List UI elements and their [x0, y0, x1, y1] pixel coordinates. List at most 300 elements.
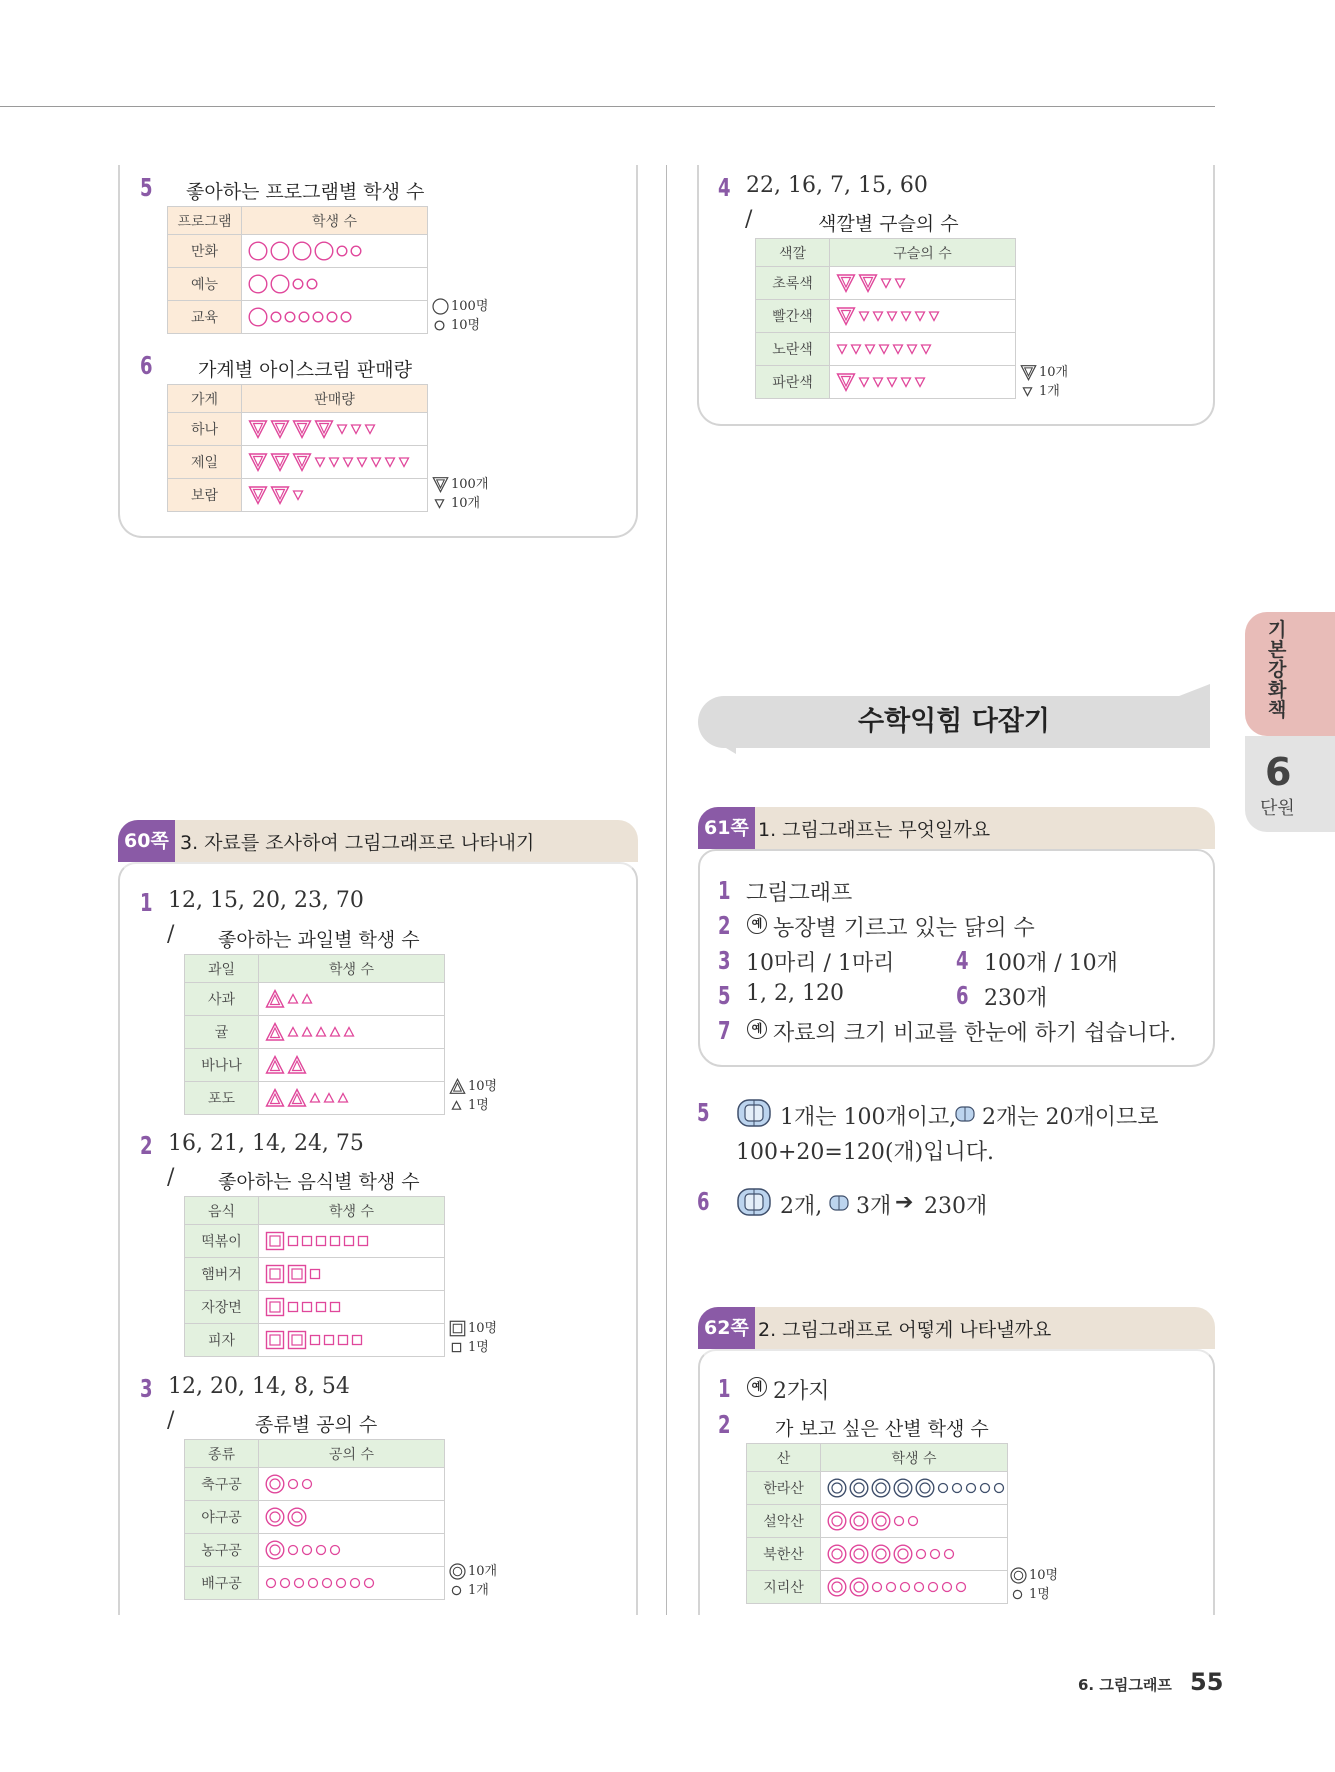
example-mark: 예 [747, 1019, 767, 1039]
table-header-cell: 종류 [185, 1440, 259, 1468]
small-dcircle-icon [871, 1581, 883, 1593]
legend-large-label: 10명 [468, 1321, 498, 1336]
picture-cell [259, 1016, 445, 1049]
table-header-row [168, 385, 428, 413]
large-itri-icon [858, 273, 878, 293]
small-tri-icon [287, 993, 299, 1005]
row-label: 하나 [168, 413, 242, 446]
large-dcircle-icon [827, 1511, 847, 1531]
small-square-icon [301, 1235, 313, 1247]
small-dcircle-icon [955, 1581, 967, 1593]
small-itri-icon [384, 456, 396, 468]
table-row [756, 300, 1016, 333]
small-itri-icon [858, 310, 870, 322]
slash: / [167, 922, 175, 947]
legend-large-label: 10개 [1039, 365, 1069, 380]
picture-cell [259, 1291, 445, 1324]
small-tri-icon [309, 1092, 321, 1104]
picture-graph-62-2 [746, 1443, 1008, 1604]
small-dcircle-icon [265, 1577, 277, 1589]
question-number: 3 [140, 1374, 153, 1403]
small-square-icon [329, 1301, 341, 1313]
large-tri-icon [287, 1088, 307, 1108]
row-label: 만화 [168, 235, 242, 268]
arrow-icon: ➔ [895, 1190, 914, 1215]
large-itri-icon [270, 485, 290, 505]
picture-cell [830, 267, 1016, 300]
section-title-62: 2. 그림그래프로 어떻게 나타낼까요 [758, 1319, 1052, 1341]
row-label: 북한산 [747, 1538, 821, 1571]
small-circle-icon [340, 311, 352, 323]
graph-legend-60-1 [449, 1077, 497, 1115]
section-title-61: 1. 그림그래프는 무엇일까요 [758, 819, 991, 841]
table-header-cell: 산 [747, 1444, 821, 1472]
small-dcircle-icon [279, 1577, 291, 1589]
large-circle-icon [248, 241, 268, 261]
table-header-row [168, 207, 428, 235]
small-itri-icon [350, 423, 362, 435]
small-itri-icon [364, 423, 376, 435]
answer-number: 4 [956, 946, 969, 975]
row-label: 바나나 [185, 1049, 259, 1082]
large-dcircle-icon [893, 1544, 913, 1564]
table-header-row [185, 1197, 445, 1225]
large-itri-icon [248, 452, 268, 472]
row-label: 설악산 [747, 1505, 821, 1538]
answer-text: 100개 / 10개 [984, 951, 1118, 976]
graph-legend-60-3 [449, 1562, 497, 1600]
large-itri-icon [432, 476, 449, 493]
small-itri-icon [886, 310, 898, 322]
small-dcircle-icon [293, 1577, 305, 1589]
graph-legend-q6 [432, 475, 488, 513]
large-square-icon [265, 1264, 285, 1284]
answer-text: 16, 21, 14, 24, 75 [168, 1131, 364, 1156]
small-square-icon [329, 1235, 341, 1247]
table-row [168, 235, 428, 268]
side-tab-unit-number: 6 [1265, 750, 1292, 794]
table-row [185, 1049, 445, 1082]
answer-text: 12, 15, 20, 23, 70 [168, 888, 364, 913]
slash: / [167, 1165, 175, 1190]
picture-cell [242, 301, 428, 334]
large-dcircle-icon [915, 1478, 935, 1498]
large-itri-icon [836, 306, 856, 326]
small-square-icon [287, 1301, 299, 1313]
large-itri-icon [836, 372, 856, 392]
large-itri-icon [270, 452, 290, 472]
table-header-cell: 프로그램 [168, 207, 242, 235]
legend-small [449, 1096, 497, 1115]
picture-cell [830, 366, 1016, 399]
small-circle-icon [292, 278, 304, 290]
row-label: 제일 [168, 446, 242, 479]
small-itri-icon [914, 376, 926, 388]
picture-cell [259, 1468, 445, 1501]
table-header-cell: 구슬의 수 [830, 239, 1016, 267]
small-itri-icon [920, 343, 932, 355]
question-number: 2 [140, 1131, 153, 1160]
picture-cell [830, 333, 1016, 366]
table-row [185, 1291, 445, 1324]
small-itri-icon [850, 343, 862, 355]
table-header-cell: 학생 수 [242, 207, 428, 235]
table-row [185, 1468, 445, 1501]
large-circle-icon [270, 274, 290, 294]
row-label: 떡볶이 [185, 1225, 259, 1258]
small-square-icon [337, 1334, 349, 1346]
small-tri-icon [301, 993, 313, 1005]
table-row [185, 1225, 445, 1258]
table-row [168, 268, 428, 301]
row-label: 교육 [168, 301, 242, 334]
row-label: 지리산 [747, 1571, 821, 1604]
row-label: 축구공 [185, 1468, 259, 1501]
small-box-icon [828, 1193, 850, 1213]
header-rule [0, 106, 1215, 107]
large-itri-icon [292, 419, 312, 439]
question-number: 5 [140, 173, 153, 202]
answer-number: 5 [718, 981, 731, 1010]
large-square-icon [265, 1297, 285, 1317]
row-label: 빨간색 [756, 300, 830, 333]
legend-small [449, 1581, 497, 1600]
small-itri-icon [878, 343, 890, 355]
answer-number: 2 [718, 1410, 731, 1439]
explanation-number: 5 [697, 1098, 710, 1127]
explanation-text: 3개 [856, 1194, 892, 1219]
small-itri-icon [858, 376, 870, 388]
small-itri-icon [900, 310, 912, 322]
large-circle-icon [432, 298, 449, 315]
large-dcircle-icon [265, 1540, 285, 1560]
row-label: 사과 [185, 983, 259, 1016]
table-row [185, 1324, 445, 1357]
large-box-icon [734, 1186, 774, 1218]
answer-text: 10마리 / 1마리 [746, 951, 895, 976]
legend-small-label: 10개 [451, 496, 481, 511]
answer-text: 2가지 [773, 1379, 830, 1404]
small-dcircle-icon [929, 1548, 941, 1560]
page-number: 55 [1190, 1668, 1224, 1696]
picture-cell [242, 479, 428, 512]
small-itri-icon [892, 343, 904, 355]
answer-number: 1 [718, 1374, 731, 1403]
large-itri-icon [292, 452, 312, 472]
slash: / [745, 207, 753, 232]
small-itri-icon [398, 456, 410, 468]
small-square-icon [323, 1334, 335, 1346]
side-tab-unit-label: 단원 [1260, 798, 1295, 819]
table-header-cell: 학생 수 [259, 1197, 445, 1225]
graph-title: 좋아하는 프로그램별 학생 수 [186, 181, 425, 203]
small-itri-icon [886, 376, 898, 388]
side-tab-book[interactable] [1245, 612, 1335, 736]
table-header-row [185, 955, 445, 983]
legend-large-label: 10개 [468, 1564, 498, 1579]
explanation-number: 6 [697, 1187, 710, 1216]
small-tri-icon [315, 1026, 327, 1038]
small-dcircle-icon [943, 1548, 955, 1560]
table-row [747, 1472, 1008, 1505]
legend-small [449, 1338, 497, 1357]
small-dcircle-icon [993, 1482, 1005, 1494]
large-dcircle-icon [893, 1478, 913, 1498]
legend-small-label: 1개 [1039, 384, 1060, 399]
small-itri-icon [906, 343, 918, 355]
legend-large [449, 1077, 497, 1096]
legend-large [432, 475, 488, 494]
picture-cell [242, 268, 428, 301]
legend-small-label: 1개 [468, 1583, 489, 1598]
table-row [168, 446, 428, 479]
large-tri-icon [265, 989, 285, 1009]
large-dcircle-icon [1010, 1567, 1027, 1584]
small-circle-icon [284, 311, 296, 323]
legend-large-label: 10명 [468, 1079, 498, 1094]
table-header-cell: 색깔 [756, 239, 830, 267]
answer-text: 230개 [984, 986, 1048, 1011]
side-tab-unit[interactable] [1245, 736, 1335, 832]
small-dcircle-icon [951, 1482, 963, 1494]
small-dcircle-icon [885, 1581, 897, 1593]
table-header-row [185, 1440, 445, 1468]
small-dcircle-icon [301, 1544, 313, 1556]
picture-cell [821, 1505, 1008, 1538]
answer-text: 농장별 기르고 있는 닭의 수 [773, 916, 1035, 941]
large-tri-icon [265, 1088, 285, 1108]
picture-graph-60-1 [184, 954, 445, 1115]
slash: / [167, 1408, 175, 1433]
small-dcircle-icon [335, 1577, 347, 1589]
legend-small-label: 10명 [451, 318, 481, 333]
small-tri-icon [343, 1026, 355, 1038]
graph-title: 종류별 공의 수 [255, 1414, 378, 1436]
table-header-cell: 판매량 [242, 385, 428, 413]
small-square-icon [315, 1301, 327, 1313]
small-tri-icon [329, 1026, 341, 1038]
graph-title: 좋아하는 과일별 학생 수 [218, 929, 420, 951]
page-tag-61: 61쪽 [698, 807, 755, 849]
small-dcircle-icon [363, 1577, 375, 1589]
explanation-text: 2개는 20개이므로 [982, 1105, 1159, 1130]
small-square-icon [309, 1268, 321, 1280]
section-title-60: 3. 자료를 조사하여 그림그래프로 나타내기 [180, 832, 535, 854]
picture-cell [821, 1571, 1008, 1604]
table-header-cell: 음식 [185, 1197, 259, 1225]
row-label: 배구공 [185, 1567, 259, 1600]
picture-graph-q6 [167, 384, 428, 512]
small-dcircle-icon [907, 1515, 919, 1527]
small-itri-icon [914, 310, 926, 322]
table-row [185, 1534, 445, 1567]
small-itri-icon [1022, 386, 1033, 397]
small-square-icon [451, 1342, 462, 1353]
large-square-icon [265, 1231, 285, 1251]
legend-small [1020, 382, 1068, 401]
large-dcircle-icon [849, 1577, 869, 1597]
footer-chapter: 6. 그림그래프 [1078, 1676, 1172, 1694]
small-square-icon [343, 1235, 355, 1247]
picture-cell [259, 1534, 445, 1567]
column-divider [666, 165, 667, 1615]
small-itri-icon [900, 376, 912, 388]
small-itri-icon [872, 376, 884, 388]
table-row [168, 301, 428, 334]
large-dcircle-icon [849, 1544, 869, 1564]
small-itri-icon [864, 343, 876, 355]
example-mark: 예 [747, 1377, 767, 1397]
row-label: 한라산 [747, 1472, 821, 1505]
large-dcircle-icon [849, 1511, 869, 1531]
row-label: 귤 [185, 1016, 259, 1049]
row-label: 야구공 [185, 1501, 259, 1534]
table-row [185, 1258, 445, 1291]
small-dcircle-icon [941, 1581, 953, 1593]
table-row [168, 479, 428, 512]
explanation-text: 100+20=120(개)입니다. [736, 1140, 995, 1165]
large-circle-icon [248, 307, 268, 327]
legend-small [432, 316, 488, 335]
small-dcircle-icon [965, 1482, 977, 1494]
small-dcircle-icon [287, 1544, 299, 1556]
picture-cell [821, 1472, 1008, 1505]
small-dcircle-icon [927, 1581, 939, 1593]
small-dcircle-icon [321, 1577, 333, 1589]
graph-legend-r4 [1020, 363, 1068, 401]
small-dcircle-icon [979, 1482, 991, 1494]
legend-large [449, 1319, 497, 1338]
picture-cell [259, 1324, 445, 1357]
row-label: 파란색 [756, 366, 830, 399]
small-dcircle-icon [349, 1577, 361, 1589]
small-dcircle-icon [915, 1548, 927, 1560]
small-square-icon [287, 1235, 299, 1247]
picture-cell [830, 300, 1016, 333]
small-dcircle-icon [937, 1482, 949, 1494]
large-dcircle-icon [827, 1544, 847, 1564]
large-square-icon [287, 1264, 307, 1284]
answer-text: 12, 20, 14, 8, 54 [168, 1374, 350, 1399]
table-row [168, 413, 428, 446]
large-dcircle-icon [265, 1507, 285, 1527]
large-dcircle-icon [827, 1577, 847, 1597]
small-box-icon [954, 1104, 976, 1124]
question-number: 4 [718, 173, 731, 202]
small-itri-icon [292, 489, 304, 501]
legend-small [1010, 1585, 1058, 1604]
small-square-icon [309, 1334, 321, 1346]
table-row [756, 366, 1016, 399]
table-row [185, 983, 445, 1016]
large-itri-icon [1020, 364, 1037, 381]
side-tab-book-label: 기본 강화책 [1268, 619, 1287, 721]
small-circle-icon [270, 311, 282, 323]
large-box-icon [734, 1097, 774, 1129]
large-circle-icon [314, 241, 334, 261]
table-row [185, 1082, 445, 1115]
small-itri-icon [314, 456, 326, 468]
legend-large [1010, 1566, 1058, 1585]
answer-number: 2 [718, 911, 731, 940]
picture-cell [259, 1225, 445, 1258]
explanation-text: 230개 [924, 1194, 988, 1219]
large-dcircle-icon [265, 1474, 285, 1494]
small-dcircle-icon [307, 1577, 319, 1589]
table-row [185, 1567, 445, 1600]
table-row [185, 1501, 445, 1534]
question-number: 1 [140, 888, 153, 917]
picture-cell [242, 446, 428, 479]
table-row [185, 1016, 445, 1049]
small-circle-icon [312, 311, 324, 323]
answer-text: 자료의 크기 비교를 한눈에 하기 쉽습니다. [773, 1021, 1177, 1046]
large-itri-icon [248, 419, 268, 439]
small-itri-icon [836, 343, 848, 355]
table-row [747, 1505, 1008, 1538]
small-dcircle-icon [301, 1478, 313, 1490]
row-label: 보람 [168, 479, 242, 512]
answer-number: 3 [718, 946, 731, 975]
legend-small-label: 1명 [468, 1098, 489, 1113]
picture-cell [242, 235, 428, 268]
picture-cell [259, 983, 445, 1016]
large-dcircle-icon [871, 1478, 891, 1498]
legend-large [449, 1562, 497, 1581]
row-label: 예능 [168, 268, 242, 301]
large-dcircle-icon [849, 1478, 869, 1498]
large-square-icon [287, 1330, 307, 1350]
page-tag-60: 60쪽 [118, 820, 175, 862]
graph-title: 색깔별 구슬의 수 [818, 213, 959, 235]
small-circle-icon [336, 245, 348, 257]
table-row [747, 1538, 1008, 1571]
small-dcircle-icon [913, 1581, 925, 1593]
small-itri-icon [336, 423, 348, 435]
answer-number: 7 [718, 1016, 731, 1045]
small-itri-icon [434, 498, 445, 509]
small-circle-icon [306, 278, 318, 290]
row-label: 노란색 [756, 333, 830, 366]
table-header-cell: 과일 [185, 955, 259, 983]
small-dcircle-icon [1012, 1589, 1023, 1600]
small-itri-icon [928, 310, 940, 322]
small-circle-icon [350, 245, 362, 257]
answer-text: 22, 16, 7, 15, 60 [746, 173, 928, 198]
small-itri-icon [370, 456, 382, 468]
large-tri-icon [449, 1078, 466, 1095]
large-itri-icon [314, 419, 334, 439]
graph-title: 가계별 아이스크림 판매량 [198, 359, 412, 381]
large-tri-icon [265, 1022, 285, 1042]
row-label: 자장면 [185, 1291, 259, 1324]
legend-large [432, 297, 488, 316]
example-mark: 예 [747, 914, 767, 934]
table-header-cell: 가게 [168, 385, 242, 413]
page-tag-62: 62쪽 [698, 1307, 755, 1349]
small-dcircle-icon [329, 1544, 341, 1556]
large-tri-icon [265, 1055, 285, 1075]
answer-number: 6 [956, 981, 969, 1010]
table-header-row [747, 1444, 1008, 1472]
row-label: 햄버거 [185, 1258, 259, 1291]
large-tri-icon [287, 1055, 307, 1075]
picture-cell [259, 1501, 445, 1534]
small-square-icon [351, 1334, 363, 1346]
answer-number: 1 [718, 876, 731, 905]
small-dcircle-icon [287, 1478, 299, 1490]
table-header-cell: 공의 수 [259, 1440, 445, 1468]
